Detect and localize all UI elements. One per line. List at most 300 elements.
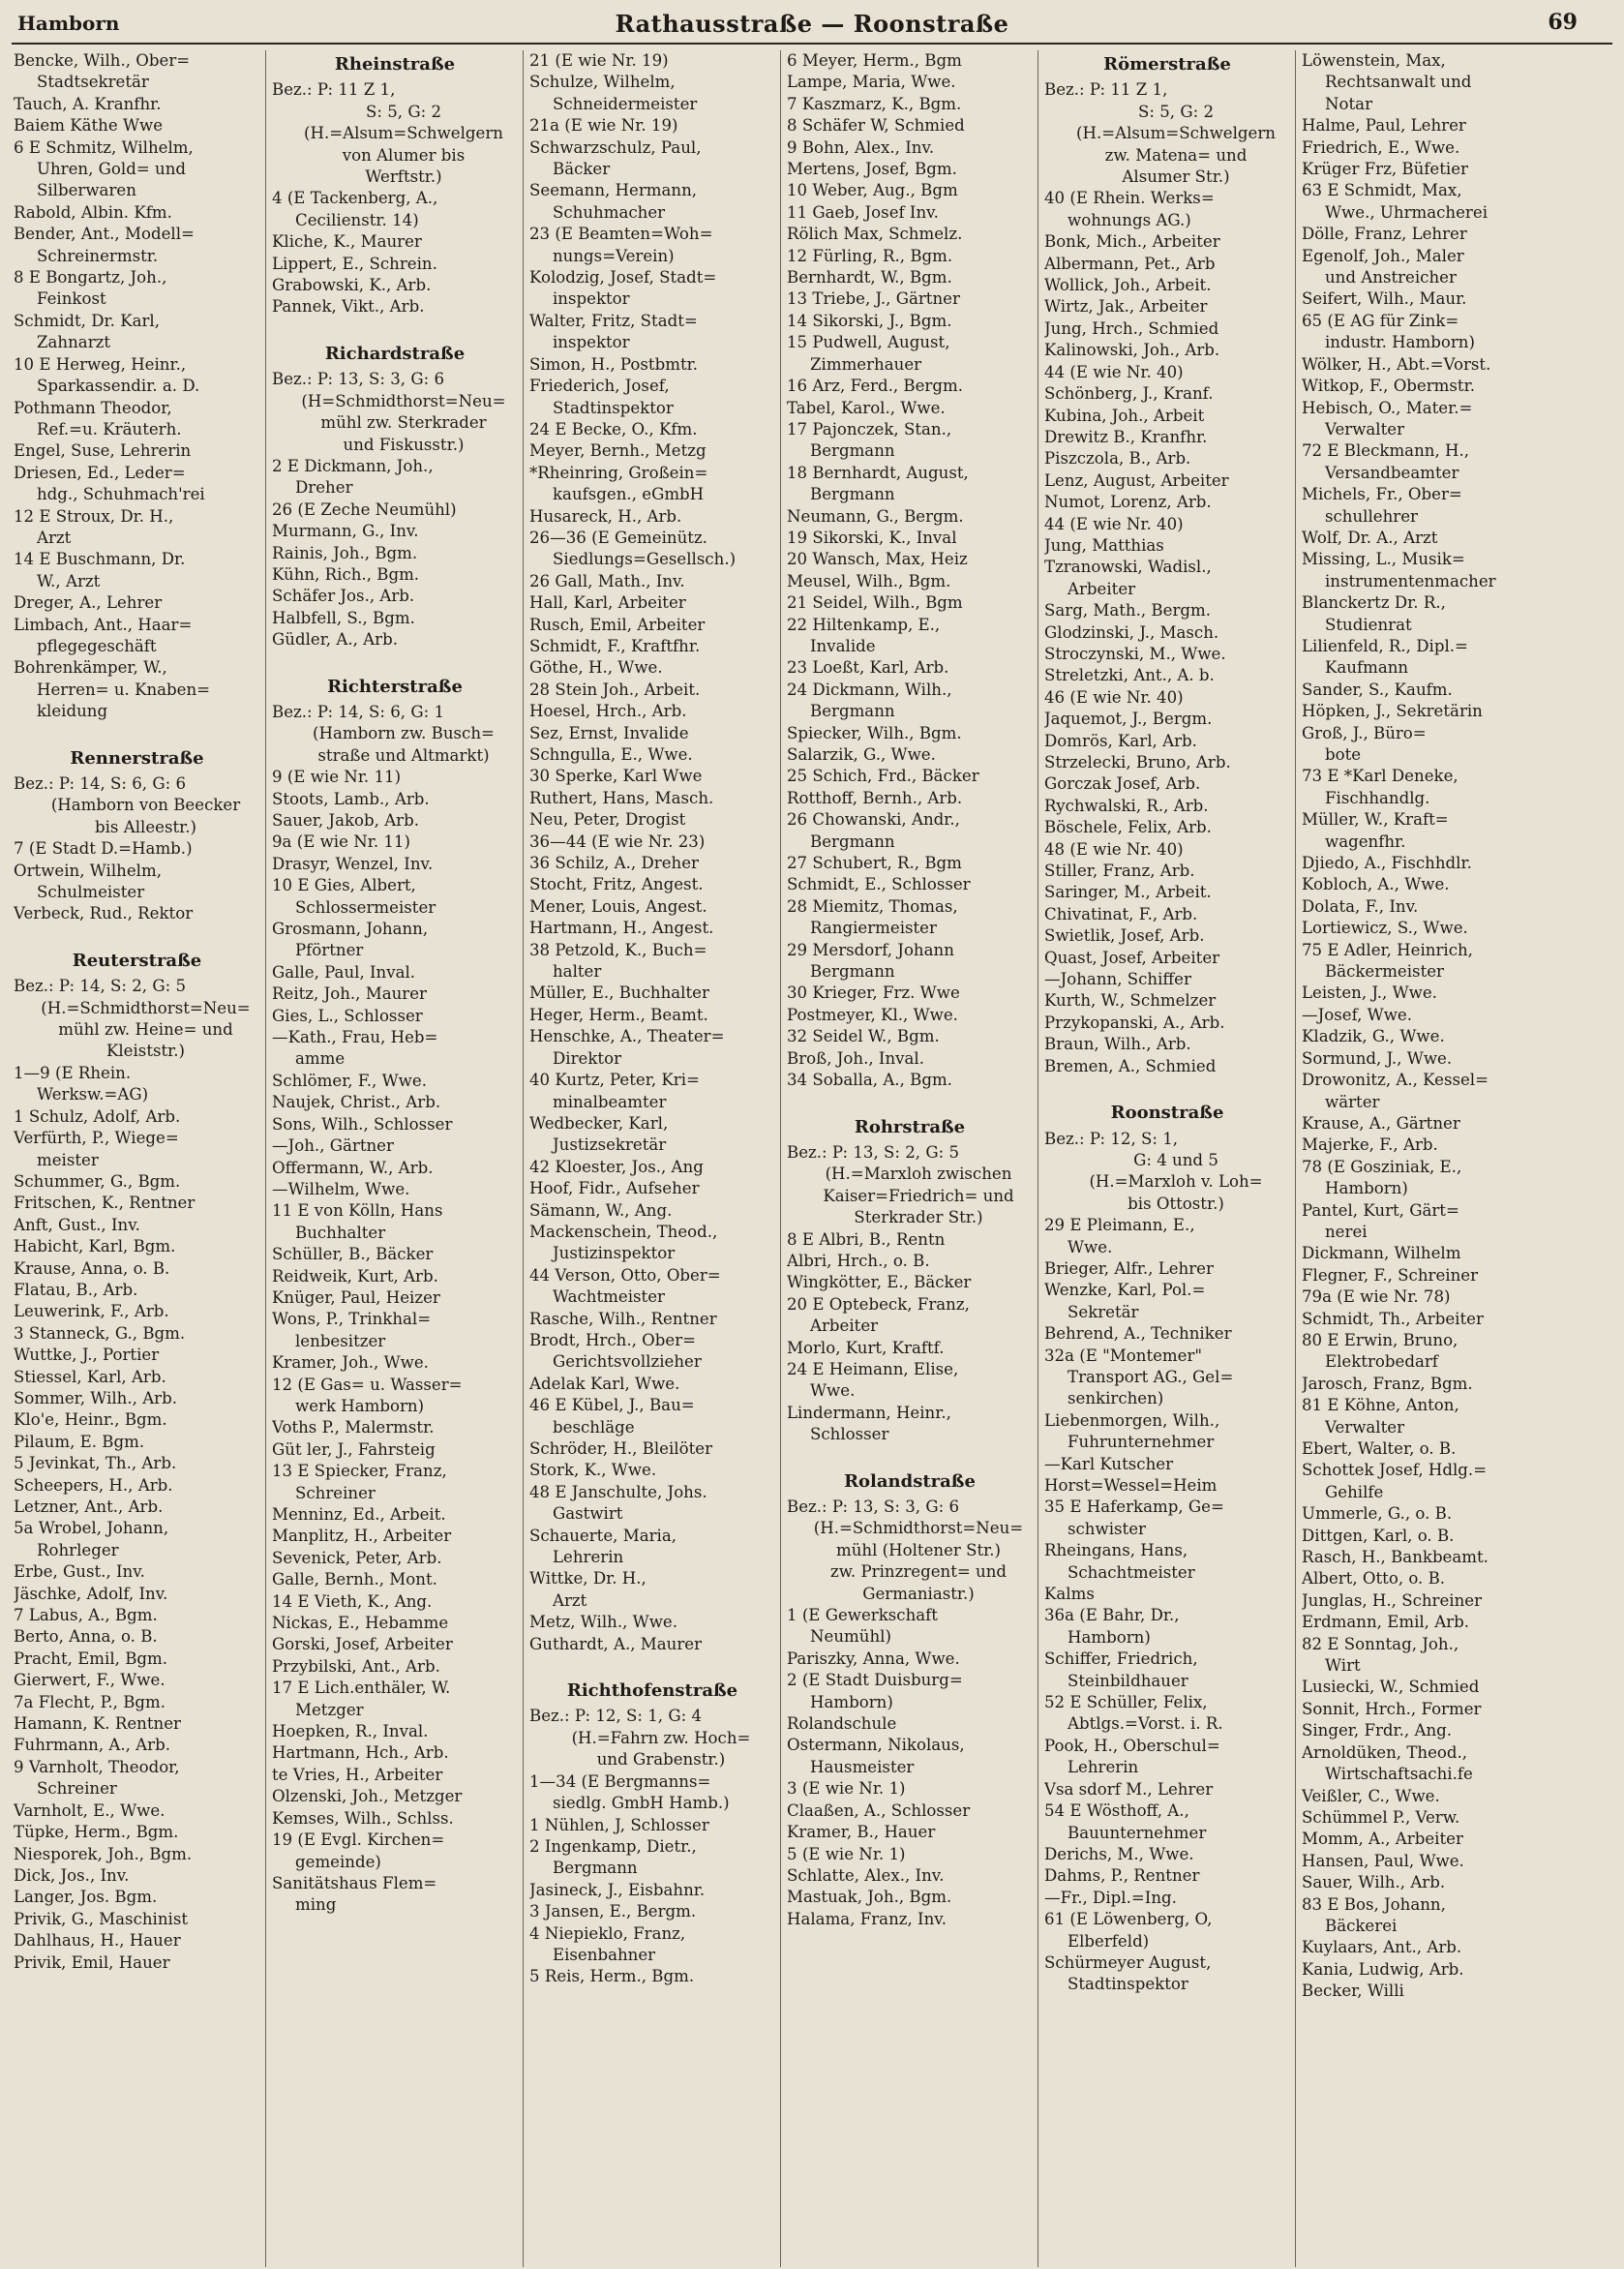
resident-entry: Leisten, J., Wwe.	[1302, 983, 1437, 1003]
resident-entry: Lampe, Maria, Wwe.	[787, 73, 956, 92]
resident-entry: Klo'e, Heinr., Bgm.	[14, 1410, 167, 1430]
resident-entry: Krüger Frz, Büfetier	[1302, 160, 1468, 179]
resident-entry: 36a (E Bahr, Dr.,	[1044, 1606, 1180, 1625]
entry-continuation: Schneidermeister	[553, 94, 698, 113]
resident-entry: Müller, W., Kraft=	[1302, 810, 1449, 830]
resident-entry: 24 E Becke, O., Kfm.	[529, 419, 698, 439]
resident-entry: Hartmann, H., Angest.	[529, 919, 714, 938]
district-info: Bez.: P: 14, S: 6, G: 6	[14, 774, 187, 793]
resident-entry: 54 E Wösthoff, A.,	[1044, 1801, 1189, 1821]
resident-entry: 29 Mersdorf, Johann	[787, 940, 954, 959]
entry-continuation: kleidung	[37, 702, 108, 721]
resident-entry: Missing, L., Musik=	[1302, 550, 1465, 569]
entry-continuation: Steinbildhauer	[1068, 1671, 1188, 1690]
entry-continuation: Hamborn)	[810, 1692, 893, 1711]
resident-entry: Stiessel, Karl, Arb.	[14, 1367, 166, 1386]
resident-entry: Wirtz, Jak., Arbeiter	[1044, 297, 1208, 317]
district-info-line: (H.=Schmidthorst=Neu=	[41, 998, 251, 1017]
resident-entry: 73 E *Karl Deneke,	[1302, 767, 1459, 786]
resident-entry: 26—36 (E Gemeinütz.	[529, 528, 707, 547]
resident-entry: Kühn, Rich., Bgm.	[272, 564, 420, 584]
resident-entry: Naujek, Christ., Arb.	[272, 1093, 441, 1112]
resident-entry: Engel, Suse, Lehrerin	[14, 441, 192, 461]
resident-entry: Göthe, H., Wwe.	[529, 658, 663, 678]
entry-continuation: Verwalter	[1325, 1417, 1405, 1437]
entry-continuation: Elberfeld)	[1068, 1931, 1150, 1951]
entry-continuation: schwister	[1068, 1519, 1146, 1538]
district-info-line: mühl zw. Heine= und	[58, 1020, 233, 1040]
resident-entry: Friedrich, E., Wwe.	[1302, 137, 1460, 157]
district-info-line: Alsumer Str.)	[1122, 167, 1230, 187]
resident-entry: 15 Pudwell, August,	[787, 333, 950, 352]
resident-entry: 82 E Sonntag, Joh.,	[1302, 1634, 1459, 1653]
resident-entry: 23 Loeßt, Karl, Arb.	[787, 658, 949, 678]
resident-entry: Schröder, H., Bleilöter	[529, 1439, 713, 1458]
resident-entry: Wittke, Dr. H.,	[529, 1569, 647, 1588]
resident-entry: Rabold, Albin. Kfm.	[14, 202, 172, 222]
resident-entry: Walter, Fritz, Stadt=	[529, 311, 698, 330]
resident-entry: Schmidt, E., Schlosser	[787, 875, 971, 894]
header-district: Hamborn	[17, 12, 120, 35]
district-info-line: (H.=Marxloh zwischen	[825, 1165, 1012, 1184]
resident-entry: Drowonitz, A., Kessel=	[1302, 1071, 1489, 1090]
resident-entry: 24 Dickmann, Wilh.,	[787, 680, 952, 699]
resident-entry: Baiem Käthe Wwe	[14, 116, 164, 136]
resident-entry: Verbeck, Rud., Rektor	[14, 904, 194, 923]
resident-entry: Erdmann, Emil, Arb.	[1302, 1613, 1470, 1632]
resident-entry: Stoots, Lamb., Arb.	[272, 789, 430, 808]
resident-entry: Erbe, Gust., Inv.	[14, 1562, 145, 1582]
entry-continuation: Schachtmeister	[1068, 1562, 1195, 1582]
resident-entry: Hamann, K. Rentner	[14, 1714, 181, 1734]
resident-entry: Schottek Josef, Hdlg.=	[1302, 1461, 1488, 1480]
entry-continuation: kaufsgen., eGmbH	[553, 485, 705, 504]
resident-entry: 14 Sikorski, J., Bgm.	[787, 311, 952, 330]
resident-entry: Michels, Fr., Ober=	[1302, 485, 1462, 504]
resident-entry: 34 Soballa, A., Bgm.	[787, 1071, 952, 1090]
resident-entry: 2 E Dickmann, Joh.,	[272, 456, 434, 475]
resident-entry: 79a (E wie Nr. 78)	[1302, 1287, 1451, 1307]
resident-entry: 61 (E Löwenberg, O,	[1044, 1910, 1213, 1929]
entry-continuation: Uhren, Gold= und	[37, 160, 187, 179]
resident-entry: —Joh., Gärtner	[272, 1136, 394, 1156]
resident-entry: Sormund, J., Wwe.	[1302, 1048, 1453, 1068]
resident-entry: Rychwalski, R., Arb.	[1044, 796, 1209, 815]
entry-continuation: Kaufmann	[1325, 658, 1409, 678]
resident-entry: Gorski, Josef, Arbeiter	[272, 1635, 453, 1654]
resident-entry: Jasineck, J., Eisbahnr.	[529, 1880, 706, 1899]
resident-entry: Tzranowski, Wadisl.,	[1044, 558, 1212, 577]
entry-continuation: Bauunternehmer	[1068, 1823, 1207, 1842]
resident-entry: —Karl Kutscher	[1044, 1454, 1174, 1473]
resident-entry: Sonnit, Hrch., Former	[1302, 1699, 1482, 1718]
resident-entry: Singer, Frdr., Ang.	[1302, 1721, 1453, 1740]
header-street-range: Rathausstraße — Roonstraße	[615, 10, 1009, 38]
resident-entry: Kramer, B., Hauer	[787, 1823, 936, 1842]
entry-continuation: Fischhandlg.	[1325, 788, 1430, 807]
resident-entry: Halme, Paul, Lehrer	[1302, 116, 1466, 136]
entry-continuation: Siedlungs=Gesellsch.)	[553, 550, 737, 569]
resident-entry: Wuttke, J., Portier	[14, 1346, 160, 1365]
resident-entry: 1 (E Gewerkschaft	[787, 1606, 938, 1625]
resident-entry: 6 E Schmitz, Wilhelm,	[14, 137, 194, 157]
resident-entry: Höpken, J., Sekretärin	[1302, 702, 1483, 721]
resident-entry: —Johann, Schiffer	[1044, 970, 1191, 989]
resident-entry: 10 Weber, Aug., Bgm	[787, 181, 958, 200]
district-info-line: straße und Altmarkt)	[317, 745, 490, 765]
resident-entry: 8 E Albri, B., Rentn	[787, 1229, 946, 1249]
resident-entry: 16 Arz, Ferd., Bergm.	[787, 377, 963, 396]
resident-entry: Olzenski, Joh., Metzger	[272, 1787, 463, 1806]
resident-entry: 20 Wansch, Max, Heiz	[787, 550, 968, 569]
resident-entry: Halama, Franz, Inv.	[787, 1909, 947, 1928]
resident-entry: 20 E Optebeck, Franz,	[787, 1294, 970, 1314]
resident-entry: 21 Seidel, Wilh., Bgm	[787, 593, 963, 613]
resident-entry: 29 E Pleimann, E.,	[1044, 1216, 1195, 1235]
resident-entry: Bohrenkämper, W.,	[14, 658, 167, 678]
resident-entry: 80 E Erwin, Bruno,	[1302, 1330, 1459, 1349]
resident-entry: Manplitz, H., Arbeiter	[272, 1527, 452, 1546]
resident-entry: Grosmann, Johann,	[272, 920, 429, 939]
resident-entry: Stocht, Fritz, Angest.	[529, 875, 704, 894]
resident-entry: Stroczynski, M., Wwe.	[1044, 644, 1226, 663]
resident-entry: Sommer, Wilh., Arb.	[14, 1388, 178, 1407]
resident-entry: Strzelecki, Bruno, Arb.	[1044, 753, 1231, 771]
resident-entry: Voths P., Malermstr.	[272, 1418, 435, 1437]
resident-entry: Hartmann, Hch., Arb.	[272, 1743, 449, 1763]
resident-entry: Simon, H., Postbmtr.	[529, 354, 699, 374]
resident-entry: Schlatte, Alex., Inv.	[787, 1865, 945, 1885]
resident-entry: Husareck, H., Arb.	[529, 506, 682, 526]
resident-entry: 7 Kaszmarz, K., Bgm.	[787, 94, 962, 113]
entry-continuation: Feinkost	[37, 289, 106, 309]
resident-entry: Böschele, Felix, Arb.	[1044, 818, 1212, 837]
resident-entry: Chivatinat, F., Arb.	[1044, 904, 1198, 923]
district-info-line: und Fiskusstr.)	[343, 435, 465, 454]
resident-entry: Dölle, Franz, Lehrer	[1302, 225, 1467, 244]
resident-entry: 2 Ingenkamp, Dietr.,	[529, 1836, 697, 1856]
resident-entry: 78 (E Gosziniak, E.,	[1302, 1157, 1462, 1176]
resident-entry: 14 E Vieth, K., Ang.	[272, 1591, 433, 1611]
entry-continuation: siedlg. GmbH Hamb.)	[553, 1794, 730, 1813]
resident-entry: Ebert, Walter, o. B.	[1302, 1439, 1457, 1458]
resident-entry: 40 Kurtz, Peter, Kri=	[529, 1071, 700, 1090]
resident-entry: Kladzik, G., Wwe.	[1302, 1027, 1445, 1046]
resident-entry: 21a (E wie Nr. 19)	[529, 116, 678, 136]
district-info-line: von Alumer bis	[342, 145, 466, 165]
resident-entry: Junglas, H., Schreiner	[1302, 1590, 1483, 1610]
entry-continuation: Stadtsekretär	[37, 73, 149, 92]
resident-entry: Guthardt, A., Maurer	[529, 1634, 703, 1653]
resident-entry: Schwarzschulz, Paul,	[529, 137, 702, 157]
resident-entry: Kurth, W., Schmelzer	[1044, 991, 1217, 1011]
resident-entry: 11 E von Kölln, Hans	[272, 1201, 443, 1221]
district-info-line: zw. Matena= und	[1104, 145, 1248, 165]
district-info: Bez.: P: 11 Z 1,	[1044, 80, 1168, 100]
resident-entry: 7 (E Stadt D.=Hamb.)	[14, 839, 193, 859]
resident-entry: Kalinowski, Joh., Arb.	[1044, 341, 1220, 360]
resident-entry: Kobloch, A., Wwe.	[1302, 875, 1450, 894]
resident-entry: 11 Gaeb, Josef Inv.	[787, 202, 939, 222]
street-heading: Rohrstraße	[854, 1116, 966, 1137]
entry-continuation: Abtlgs.=Vorst. i. R.	[1068, 1714, 1223, 1734]
resident-entry: Behrend, A., Techniker	[1044, 1324, 1232, 1344]
resident-entry: Menninz, Ed., Arbeit.	[272, 1505, 446, 1524]
entry-continuation: Fuhrunternehmer	[1068, 1433, 1215, 1452]
entry-continuation: Hausmeister	[810, 1757, 915, 1776]
resident-entry: Sez, Ernst, Invalide	[529, 723, 689, 742]
resident-entry: Scheepers, H., Arb.	[14, 1475, 173, 1495]
resident-entry: Schummer, G., Bgm.	[14, 1171, 181, 1191]
resident-entry: 19 (E Evgl. Kirchen=	[272, 1830, 445, 1850]
resident-entry: 32 Seidel W., Bgm.	[787, 1027, 940, 1046]
resident-entry: 8 E Bongartz, Joh.,	[14, 268, 167, 287]
resident-entry: Rusch, Emil, Arbeiter	[529, 615, 706, 634]
resident-entry: Bender, Ant., Modell=	[14, 225, 195, 244]
resident-entry: Mackenschein, Theod.,	[529, 1222, 718, 1241]
resident-entry: Glodzinski, J., Masch.	[1044, 622, 1219, 642]
resident-entry: Drasyr, Wenzel, Inv.	[272, 854, 434, 873]
district-info-line: bis Alleestr.)	[95, 817, 196, 836]
entry-continuation: meister	[37, 1150, 99, 1169]
resident-entry: Quast, Josef, Arbeiter	[1044, 948, 1220, 967]
entry-continuation: Bergmann	[553, 1859, 638, 1878]
resident-entry: Salarzik, G., Wwe.	[787, 745, 936, 764]
resident-entry: Anft, Gust., Inv.	[14, 1215, 140, 1234]
district-info: Bez.: P: 12, S: 1,	[1044, 1129, 1179, 1148]
resident-entry: Horst=Wessel=Heim	[1044, 1476, 1218, 1495]
column-6	[1295, 50, 1552, 2267]
resident-entry: Tüpke, Herm., Bgm.	[14, 1823, 179, 1842]
resident-entry: 7a Flecht, P., Bgm.	[14, 1692, 166, 1711]
district-info-line: (H.=Schmidthorst=Neu=	[813, 1519, 1024, 1538]
resident-entry: Letzner, Ant., Arb.	[14, 1498, 164, 1516]
entry-continuation: Elektrobedarf	[1325, 1352, 1438, 1372]
resident-entry: Hoepken, R., Inval.	[272, 1722, 429, 1741]
resident-entry: Pook, H., Oberschul=	[1044, 1736, 1220, 1755]
resident-entry: Lortiewicz, S., Wwe.	[1302, 919, 1468, 938]
resident-entry: Schauerte, Maria,	[529, 1526, 677, 1545]
directory-columns	[8, 50, 1624, 2267]
resident-entry: Tauch, A. Kranfhr.	[14, 94, 162, 113]
resident-entry: Przybilski, Ant., Arb.	[272, 1656, 440, 1676]
resident-entry: Ostermann, Nikolaus,	[787, 1736, 965, 1755]
resident-entry: 17 Pajonczek, Stan.,	[787, 419, 952, 439]
resident-entry: Reidweik, Kurt, Arb.	[272, 1266, 438, 1286]
entry-continuation: Hamborn)	[1068, 1627, 1151, 1647]
resident-entry: Becker, Willi	[1302, 1982, 1404, 2001]
street-heading: Richterstraße	[327, 676, 463, 697]
resident-entry: 7 Labus, A., Bgm.	[14, 1606, 158, 1625]
resident-entry: Privik, Emil, Hauer	[14, 1952, 170, 1972]
resident-entry: Brodt, Hrch., Ober=	[529, 1330, 697, 1349]
resident-entry: Halbfell, S., Bgm.	[272, 608, 415, 627]
resident-entry: Lippert, E., Schrein.	[272, 254, 437, 273]
entry-continuation: hdg., Schuhmach'rei	[37, 485, 205, 504]
column-3	[523, 50, 780, 2267]
resident-entry: Arnoldüken, Theod.,	[1302, 1742, 1468, 1762]
entry-continuation: lenbesitzer	[295, 1331, 386, 1350]
resident-entry: Schngulla, E., Wwe.	[529, 745, 693, 764]
street-heading: Richthofenstraße	[566, 1680, 738, 1702]
resident-entry: 9a (E wie Nr. 11)	[272, 832, 410, 852]
resident-entry: Reitz, Joh., Maurer	[272, 984, 427, 1004]
entry-continuation: Invalide	[810, 636, 876, 655]
resident-entry: Swietlik, Josef, Arb.	[1044, 926, 1205, 946]
entry-continuation: Rangiermeister	[810, 919, 937, 938]
resident-entry: Schlömer, F., Wwe.	[272, 1071, 427, 1090]
resident-entry: Kalms	[1044, 1585, 1095, 1604]
entry-continuation: Pförtner	[295, 941, 364, 960]
resident-entry: Stork, K., Wwe.	[529, 1461, 657, 1480]
district-info: Bez.: P: 13, S: 3, G: 6	[787, 1498, 960, 1516]
resident-entry: 9 Bohn, Alex., Inv.	[787, 137, 935, 157]
resident-entry: 5 Reis, Herm., Bgm.	[529, 1967, 695, 1986]
entry-continuation: Bäcker	[553, 160, 611, 179]
resident-entry: Pracht, Emil, Bgm.	[14, 1649, 168, 1668]
resident-entry: Bernhardt, W., Bgm.	[787, 268, 952, 287]
resident-entry: Verfürth, P., Wiege=	[14, 1129, 179, 1148]
district-info-line: Kaiser=Friedrich= und	[823, 1186, 1014, 1205]
resident-entry: Groß, J., Büro=	[1302, 723, 1427, 742]
resident-entry: Drewitz B., Kranfhr.	[1044, 427, 1208, 446]
column-2	[265, 50, 523, 2267]
resident-entry: Wons, P., Trinkhal=	[272, 1310, 432, 1329]
entry-continuation: halter	[553, 962, 602, 982]
resident-entry: Ummerle, G., o. B.	[1302, 1504, 1453, 1524]
resident-entry: Bencke, Wilh., Ober=	[14, 51, 191, 70]
resident-entry: 38 Petzold, K., Buch=	[529, 940, 707, 959]
resident-entry: Grabowski, K., Arb.	[272, 276, 432, 295]
district-info-line: (Hamborn von Beecker	[50, 796, 241, 815]
entry-continuation: werk Hamborn)	[295, 1396, 425, 1415]
resident-entry: Varnholt, E., Wwe.	[14, 1800, 165, 1820]
resident-entry: Stiller, Franz, Arb.	[1044, 862, 1195, 881]
resident-entry: Dreger, A., Lehrer	[14, 593, 163, 613]
entry-continuation: Sparkassendir. a. D.	[37, 377, 200, 396]
resident-entry: Schürmeyer August,	[1044, 1952, 1212, 1972]
district-info: Bez.: P: 11 Z 1,	[272, 80, 396, 100]
district-info: Bez.: P: 13, S: 3, G: 6	[272, 370, 445, 389]
district-info-line: bis Ottostr.)	[1128, 1194, 1224, 1213]
resident-entry: Limbach, Ant., Haar=	[14, 615, 193, 634]
district-info-line: (Hamborn zw. Busch=	[313, 724, 495, 743]
resident-entry: Kania, Ludwig, Arb.	[1302, 1959, 1464, 1979]
resident-entry: Schmidt, Dr. Karl,	[14, 311, 160, 330]
entry-continuation: Direktor	[553, 1048, 622, 1068]
resident-entry: Wolf, Dr. A., Arzt	[1302, 528, 1438, 547]
entry-continuation: Wirt	[1325, 1656, 1361, 1676]
district-info: Bez.: P: 12, S: 1, G: 4	[529, 1707, 703, 1726]
resident-entry: Flatau, B., Arb.	[14, 1280, 138, 1299]
resident-entry: Mastuak, Joh., Bgm.	[787, 1888, 952, 1907]
entry-continuation: Zimmerhauer	[810, 354, 922, 374]
resident-entry: 75 E Adler, Heinrich,	[1302, 940, 1473, 959]
resident-entry: Galle, Bernh., Mont.	[272, 1570, 437, 1589]
resident-entry: 44 (E wie Nr. 40)	[1044, 514, 1184, 533]
resident-entry: —Wilhelm, Wwe.	[272, 1179, 410, 1198]
entry-continuation: senkirchen)	[1068, 1389, 1164, 1408]
resident-entry: Dahms, P., Rentner	[1044, 1866, 1200, 1886]
entry-continuation: Silberwaren	[37, 181, 136, 200]
resident-entry: Bremen, A., Schmied	[1044, 1056, 1217, 1075]
resident-entry: Blanckertz Dr. R.,	[1302, 593, 1446, 613]
resident-entry: Kolodzig, Josef, Stadt=	[529, 268, 717, 287]
entry-continuation: Rechtsanwalt und	[1325, 73, 1472, 92]
resident-entry: 9 Varnholt, Theodor,	[14, 1757, 180, 1776]
resident-entry: Majerke, F., Arb.	[1302, 1135, 1438, 1155]
resident-entry: Numot, Lorenz, Arb.	[1044, 493, 1212, 512]
resident-entry: Jäschke, Adolf, Inv.	[14, 1584, 168, 1603]
resident-entry: Schiffer, Friedrich,	[1044, 1649, 1198, 1669]
district-info-line: (H.=Alsum=Schwelgern	[1076, 124, 1276, 143]
resident-entry: Wenzke, Karl, Pol.=	[1044, 1281, 1206, 1300]
entry-continuation: Verwalter	[1325, 419, 1405, 439]
entry-continuation: bote	[1325, 745, 1362, 764]
resident-entry: Hoesel, Hrch., Arb.	[529, 702, 687, 721]
resident-entry: 14 E Buschmann, Dr.	[14, 550, 186, 569]
resident-entry: Seemann, Hermann,	[529, 181, 698, 200]
resident-entry: 3 Jansen, E., Bergm.	[529, 1902, 697, 1921]
resident-entry: Wingkötter, E., Bäcker	[787, 1273, 972, 1292]
entry-continuation: Rohrleger	[37, 1540, 119, 1559]
resident-entry: 48 (E wie Nr. 40)	[1044, 839, 1184, 859]
entry-continuation: Neumühl)	[810, 1627, 891, 1647]
resident-entry: Domrös, Karl, Arb.	[1044, 731, 1197, 750]
entry-continuation: Ref.=u. Kräuterh.	[37, 419, 182, 439]
entry-continuation: instrumentenmacher	[1325, 571, 1496, 590]
entry-continuation: W., Arzt	[37, 571, 101, 590]
street-heading: Rheinstraße	[334, 54, 456, 75]
entry-continuation: wärter	[1325, 1092, 1380, 1111]
resident-entry: Wedbecker, Karl,	[529, 1113, 669, 1133]
resident-entry: Kemses, Wilh., Schlss.	[272, 1808, 454, 1828]
resident-entry: Morlo, Kurt, Kraftf.	[787, 1338, 945, 1357]
resident-entry: Meusel, Wilh., Bgm.	[787, 571, 951, 590]
resident-entry: 23 (E Beamten=Woh=	[529, 225, 713, 244]
resident-entry: Niesporek, Joh., Bgm.	[14, 1844, 193, 1863]
resident-entry: Pilaum, E. Bgm.	[14, 1432, 145, 1451]
resident-entry: Dittgen, Karl, o. B.	[1302, 1526, 1455, 1545]
page-number: 69	[1548, 10, 1578, 35]
resident-entry: Schmidt, F., Kraftfhr.	[529, 636, 701, 655]
district-info-line: (H=Schmidthorst=Neu=	[301, 391, 506, 410]
entry-continuation: Schulmeister	[37, 883, 145, 902]
resident-entry: 22 Hiltenkamp, E.,	[787, 615, 941, 634]
district-info-line: Germaniastr.)	[862, 1584, 975, 1603]
resident-entry: Ruthert, Hans, Masch.	[529, 788, 714, 807]
resident-entry: Streletzki, Ant., A. b.	[1044, 666, 1215, 685]
resident-entry: Rotthoff, Bernh., Arb.	[787, 788, 963, 807]
entry-continuation: Bergmann	[810, 441, 895, 461]
entry-continuation: Bergmann	[810, 832, 895, 851]
entry-continuation: Herren= u. Knaben=	[37, 680, 211, 699]
entry-continuation: Wwe.	[1068, 1237, 1113, 1256]
resident-entry: Rheingans, Hans,	[1044, 1541, 1188, 1560]
resident-entry: Löwenstein, Max,	[1302, 51, 1446, 70]
resident-entry: 26 Chowanski, Andr.,	[787, 810, 960, 830]
entry-continuation: minalbeamter	[553, 1092, 667, 1111]
resident-entry: Neu, Peter, Drogist	[529, 810, 686, 830]
entry-continuation: Lehrerin	[1068, 1758, 1139, 1777]
resident-entry: 12 (E Gas= u. Wasser=	[272, 1375, 463, 1394]
resident-entry: Schäfer Jos., Arb.	[272, 587, 415, 606]
entry-continuation: Stadtinspektor	[553, 398, 674, 417]
entry-continuation: Gerichtsvollzieher	[553, 1352, 702, 1372]
resident-entry: Lindermann, Heinr.,	[787, 1403, 951, 1422]
resident-entry: Piszczola, B., Arb.	[1044, 449, 1191, 469]
resident-entry: —Kath., Frau, Heb=	[272, 1028, 438, 1047]
